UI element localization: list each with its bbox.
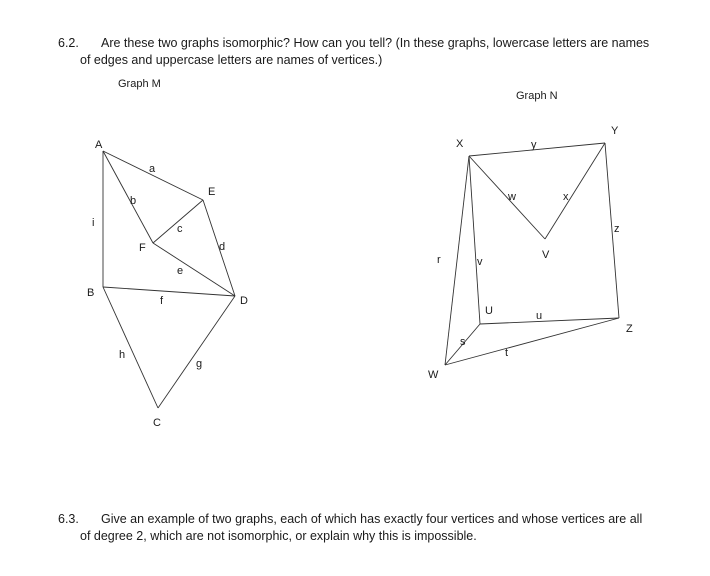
graph-m-edge-b <box>103 151 153 243</box>
graph-n-edge-label-y: y <box>531 139 537 151</box>
graph-n-edge-v <box>469 156 480 324</box>
graph-n-vertex-z: Z <box>626 323 633 335</box>
graph-n-edge-label-v: v <box>477 256 483 268</box>
graph-m-edge-c <box>153 200 203 243</box>
graph-n-edge-w <box>469 156 545 239</box>
graph-m-edge-label-c: c <box>177 223 183 235</box>
problem-6-2-text-line2: of edges and uppercase letters are names of vertices.) <box>80 53 383 67</box>
graph-m-vertex-e: E <box>208 186 216 198</box>
graph-m-vertex-d: D <box>240 295 248 307</box>
graph-n-edge-label-s: s <box>460 336 466 348</box>
graph-n-edge-label-w: w <box>508 191 516 203</box>
graph-n-vertex-u: U <box>485 305 493 317</box>
graph-m-edge-a <box>103 151 203 200</box>
problem-6-2-text-line1: Are these two graphs isomorphic? How can you tell? (In these graphs, lowercase letters are names <box>101 36 650 50</box>
graph-n-edge-r <box>445 156 469 365</box>
graph-n-title: Graph N <box>516 90 558 102</box>
graph-n-edge-u <box>480 318 619 324</box>
graph-m-edge-label-d: d <box>219 241 226 253</box>
graph-m-edge-label-b: b <box>130 195 137 207</box>
graph-m-edge-label-a: a <box>149 163 156 175</box>
graph-n-edge-label-z: z <box>614 223 620 235</box>
graph-m-vertex-a: A <box>95 139 103 151</box>
graph-m-vertex-f: F <box>139 242 146 254</box>
graph-m-edge-label-g: g <box>196 358 203 370</box>
graph-n-edge-t <box>445 318 619 365</box>
graph-m-edge-h <box>103 287 158 408</box>
graph-n-vertex-x: X <box>456 138 464 150</box>
problem-6-3-number: 6.3. <box>58 512 79 526</box>
graph-n-edge-label-r: r <box>437 254 441 266</box>
graph-n-vertex-w: W <box>428 369 439 381</box>
graph-n <box>428 125 633 381</box>
graph-n-edge-label-u: u <box>536 310 543 322</box>
problem-6-3 <box>58 511 698 545</box>
graph-m-edge-label-i: i <box>92 217 95 229</box>
graph-m-vertex-c: C <box>153 417 161 429</box>
graph-m-edge-label-h: h <box>119 349 126 361</box>
graph-m-edge-label-e: e <box>177 265 184 277</box>
graph-n-edge-label-x: x <box>563 191 569 203</box>
graph-m-title: Graph M <box>118 78 161 90</box>
problem-6-3-text-line1: Give an example of two graphs, each of which has exactly four vertices and whose vertices are all <box>101 512 643 526</box>
graph-m <box>87 139 248 429</box>
problem-6-2-number: 6.2. <box>58 36 79 50</box>
graph-m-edge-f <box>103 287 235 296</box>
problem-6-3-text-line2: of degree 2, which are not isomorphic, or explain why this is impossible. <box>80 529 477 543</box>
graph-n-edge-x <box>545 143 605 239</box>
graph-n-vertex-y: Y <box>611 125 619 137</box>
graph-m-edge-g <box>158 296 235 408</box>
graph-n-edge-label-t: t <box>505 347 509 359</box>
graph-m-edge-label-f: f <box>160 295 164 307</box>
graph-n-vertex-v: V <box>542 249 550 261</box>
graph-n-edge-y <box>469 143 605 156</box>
graph-m-vertex-b: B <box>87 287 95 299</box>
